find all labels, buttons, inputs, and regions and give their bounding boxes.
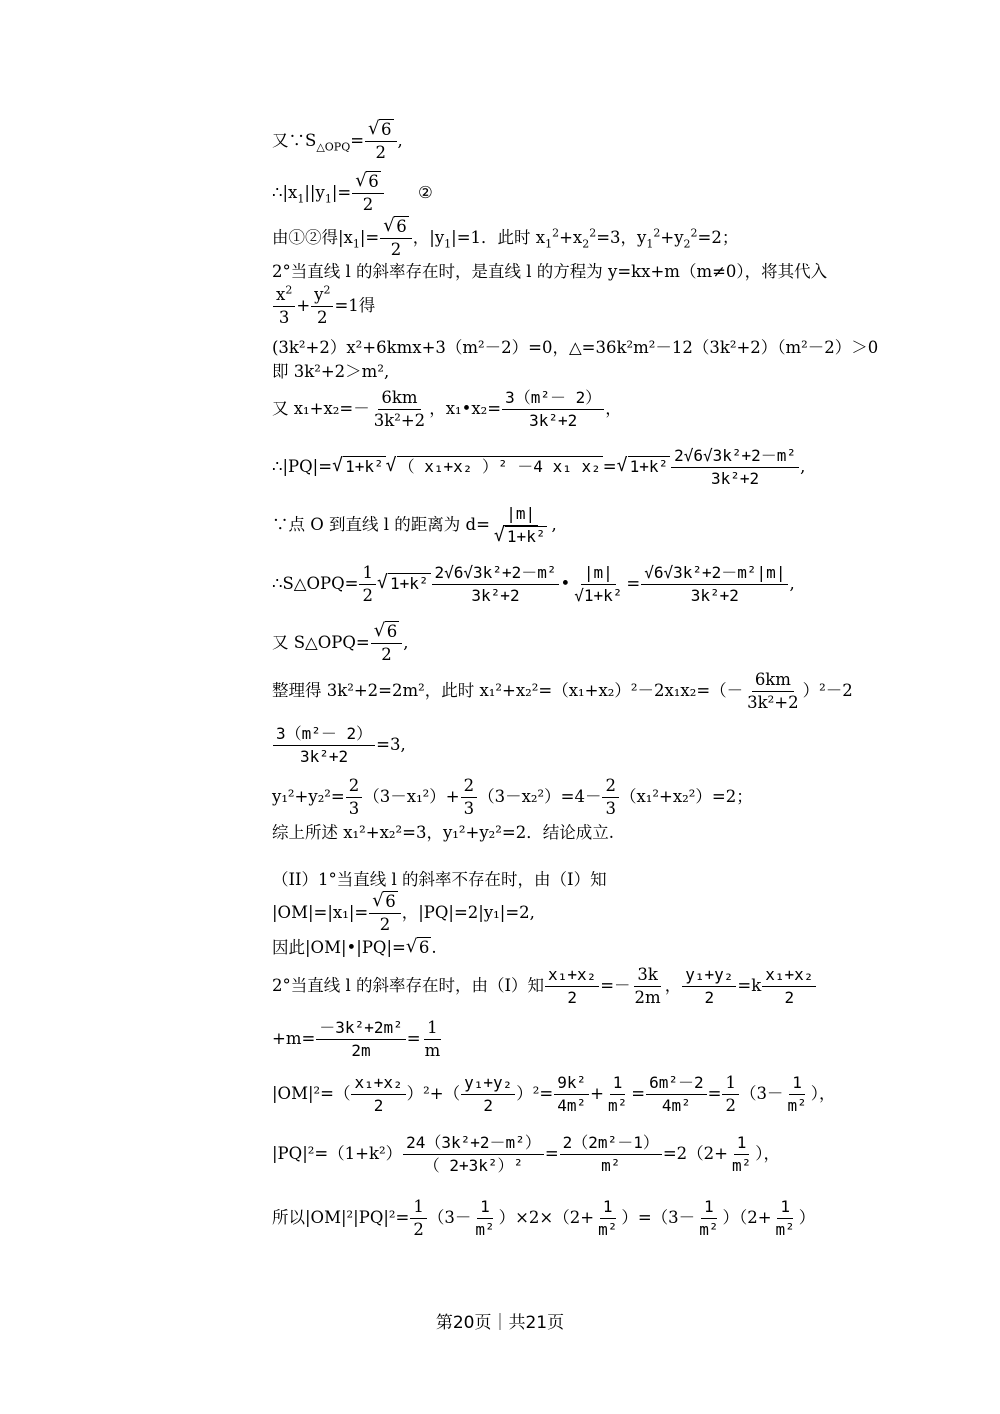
fraction: $\frac{\text{24（3k²+2－m²）}}{\text{（ 2+3k²）²}}$ [403,1133,544,1176]
text: ，|PQ|=2|y₁|=2, [401,903,535,922]
line-20 [272,965,817,1008]
text: ）， [810,1084,836,1103]
line-2: $\therefore|x_1||y_1|=$ √ $\frac{6}{2}$ ② [272,172,433,215]
text: ）， [755,1144,780,1163]
text: ）（2+ [722,1208,772,1227]
text: 所以|OM|²|PQ|²= [272,1208,410,1227]
text: （x₁²+x₂²）=2； [619,787,753,806]
text: ， [664,976,682,995]
text: +x [559,228,583,247]
text: 又 S△OPQ= [272,633,370,652]
text: ）=（3－ [621,1208,696,1227]
text: , [551,515,557,534]
fraction: $\frac{2}{3}$ [602,776,619,819]
fraction: $\frac{\text{6m²－2}}{\text{4m²}}$ [646,1073,707,1116]
numerator: x [276,285,286,304]
fraction: $\frac{1}{2}$ [410,1197,427,1240]
line-5: $\frac{x^2}{3}$ + $\frac{y^2}{2}$ =1得 [272,285,375,328]
fraction: $\frac{1}{\text{m²}}$ [607,1073,628,1115]
text: + [590,1084,604,1103]
text: y₁²+y₂²= [272,787,345,806]
fraction: $\frac{2}{3}$ [346,776,363,819]
fraction: $\frac{1}{2}$ [722,1073,739,1116]
fraction: $\frac{\text{3（m²－ 2）}}{\text{3k²+2}}$ [273,724,375,767]
text: （3－ [427,1208,472,1227]
text: = [406,1029,421,1048]
line-1 [272,120,403,163]
fraction: $\frac{\text{x₁+x₂}}{2}$ [351,1073,405,1116]
text: ，|y [412,228,445,247]
text: 又∵S [272,131,317,150]
line-11 [272,563,795,606]
line-10 [272,504,557,547]
fraction: √ $\frac{6}{2}$ [369,892,401,935]
sqrt: √ 1+k² [617,456,671,478]
sqrt: √ 6 [406,937,432,959]
text: = [602,457,617,476]
line-6: (3k²+2）x²+6kmx+3（m²－2）=0，△=36k²m²－12（3k²+2）（m²－2）＞0 [272,338,879,357]
fraction: $\frac{\text{2√6√3k²+2－m²}}{\text{3k²+2}}$ [432,563,560,606]
line-17: （II）1°当直线 l 的斜率不存在时，由（I）知 [272,870,607,889]
fraction: $\frac{\text{x₁+x₂}}{2}$ [762,965,816,1008]
fraction: $\frac{\text{9k²}}{\text{4m²}}$ [554,1073,589,1116]
text: （3－x₁²）+ [363,787,460,806]
text: =2； [697,228,739,247]
fraction: $\frac{1}{m}$ [424,1018,441,1060]
text: = [350,131,365,150]
line-18 [272,892,535,935]
text: |PQ|²=（1+k²） [272,1144,403,1163]
text: （3－ [739,1084,784,1103]
fraction: $\frac{3k}{2m}$ [634,965,661,1007]
radicand: 6 [381,120,392,139]
sqrt: √ （ x₁+x₂ ）² －4 x₁ x₂ [386,456,603,478]
line-15 [272,776,753,819]
fraction [365,120,397,163]
fraction [352,172,384,215]
radicand: 6 [368,172,379,191]
circled-label: ② [417,183,433,202]
fraction: $\frac{\text{y₁+y₂}}{2}$ [682,965,736,1008]
text: . [431,938,437,957]
text: =3，y [596,228,647,247]
text: ，x₁•x₂= [429,399,502,418]
line-16: 综上所述 x₁²+x₂²=3，y₁²+y₂²=2．结论成立. [272,823,614,842]
text: |OM|=|x₁|= [272,903,369,922]
text: , [800,457,806,476]
text: 由①②得|x [272,228,353,247]
denominator: 2 [362,195,374,214]
text: =1得 [334,296,376,315]
fraction: $\frac{x^2}{3}$ [273,285,295,328]
fraction: $\frac{1}{\text{m²}}$ [598,1197,618,1239]
text: , [403,633,409,652]
text: =k [737,976,762,995]
fraction: $\frac{1}{\text{m²}}$ [731,1133,752,1175]
text: ）×2×（2+ [498,1208,595,1227]
text: ） [798,1208,816,1227]
fraction: $\frac{y^2}{2}$ [311,285,333,328]
line-24 [272,1197,815,1240]
text: ∴|x [272,183,298,202]
text: 因此|OM|•|PQ|= [272,938,406,957]
text: |OM|²=（ [272,1084,351,1103]
text: ）²－2 [802,681,853,700]
text: = [626,574,641,593]
text: 又 x₁+x₂=－ [272,399,370,418]
text: ∴|PQ|= [272,457,333,476]
line-19 [272,937,437,959]
text: = [707,1084,722,1103]
fraction: $\frac{\text{－3k²+2m²}}{2m}$ [316,1018,405,1061]
line-9 [272,446,805,489]
line-7: 即 3k²+2＞m², [272,362,390,381]
text: , [397,131,403,150]
fraction: $\frac{\text{x₁+x₂}}{2}$ [545,965,599,1008]
text: ||y [304,183,325,202]
line-21 [272,1018,444,1061]
text: （3－x₂²）=4－ [478,787,602,806]
page-footer: 第20页｜共21页 [435,1313,565,1333]
denominator: 3 [278,308,290,327]
text: ∵点 O 到直线 l 的距离为 d= [272,515,490,534]
text: ∴S△OPQ= [272,574,359,593]
denominator: 2 [390,240,402,259]
fraction: $\frac{\text{y₁+y₂}}{2}$ [461,1073,515,1116]
text: 2°当直线 l 的斜率存在时，由（I）知 [272,976,545,995]
text: , [789,574,795,593]
text: =－ [600,976,631,995]
numerator: y [314,285,324,304]
fraction: $\frac{1}{\text{m²}}$ [699,1197,719,1239]
sqrt: √ 1+k² [332,456,386,478]
text: ）²= [516,1084,554,1103]
fraction: $\frac{\text{3（m²－ 2）}}{\text{3k²+2}}$ [502,388,604,431]
text: |= [331,183,352,202]
line-12 [272,622,408,665]
fraction: $\frac{6km}{\text{3k²+2}}$ [747,670,799,712]
line-23 [272,1133,780,1176]
line-22 [272,1073,835,1116]
text: ， [605,399,622,418]
fraction: $\frac{|m|}{\text{√1+k²}}$ [574,563,623,605]
denominator: 2 [375,143,387,162]
fraction: $\frac{\text{2√6√3k²+2－m²}}{\text{3k²+2}}$ [671,446,799,489]
text: =3, [376,735,406,754]
fraction: $\frac{1}{\text{m²}}$ [775,1197,795,1239]
fraction [380,217,412,260]
line-8 [272,388,622,431]
line-4: 2°当直线 l 的斜率存在时，是直线 l 的方程为 y=kx+m（m≠0），将其代入 [272,262,828,281]
text: • [560,574,571,593]
radicand: 6 [396,217,407,236]
text: +m= [272,1029,316,1048]
denominator: 2 [317,308,328,327]
line-13 [272,670,853,713]
line-3: 由①②得$|x_1|=$ √ $\frac{6}{2}$ ，$|y_1|=1$．此时 $x_1^2+x_2^2=3$，$y_1^2+y_2^2=2$； [272,217,738,260]
sqrt: √ 1+k² [377,573,431,595]
text: |= [359,228,380,247]
text: =2（2+ [662,1144,728,1163]
fraction: $\frac{6km}{\text{3k²+2}}$ [373,388,426,430]
fraction: |m| √ 1+k² [491,504,551,547]
text: 整理得 3k²+2=2m²，此时 x₁²+x₂²=（x₁+x₂）²－2x₁x₂=（－ [272,681,744,700]
text: +y [660,228,684,247]
text: = [631,1084,646,1103]
line-14 [272,724,406,767]
text: = [544,1144,559,1163]
text: |=1．此时 x [451,228,546,247]
fraction: $\frac{1}{\text{m²}}$ [475,1197,495,1239]
fraction: $\frac{1}{\text{m²}}$ [787,1073,807,1115]
fraction: $\frac{\text{2（2m²－1）}}{\text{m²}}$ [560,1133,662,1176]
subscript: △OPQ [316,140,351,154]
fraction: $\frac{2}{3}$ [461,776,478,819]
fraction: √ $\frac{6}{2}$ [371,622,403,665]
fraction: $\frac{1}{2}$ [359,563,376,606]
fraction: $\frac{\text{√6√3k²+2－m²|m|}}{\text{3k²+2}}$ [641,563,788,606]
text: ）²+（ [406,1084,461,1103]
